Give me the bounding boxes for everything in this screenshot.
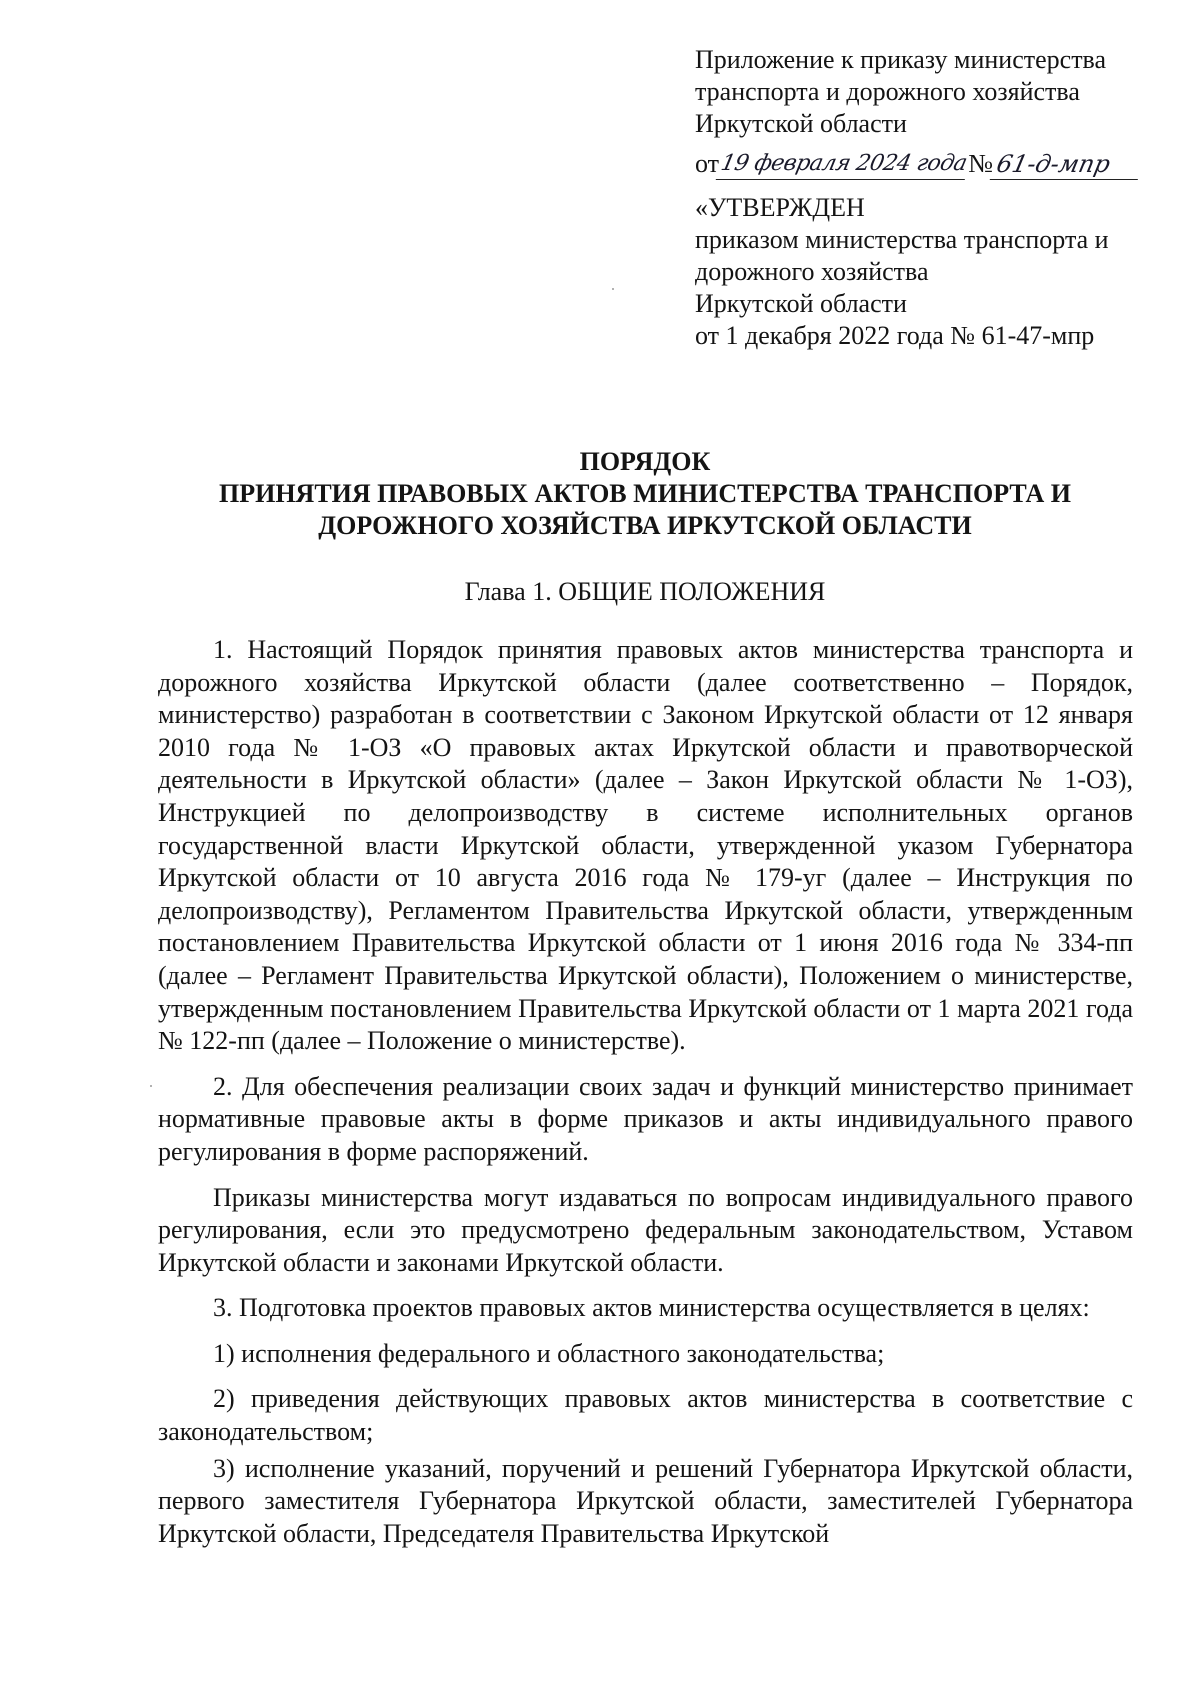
paragraph-6: 2) приведения действующих правовых актов министерства в соответствие с законодательством; bbox=[158, 1384, 1133, 1447]
appendix-line-2: транспорта и дорожного хозяйства bbox=[695, 77, 1080, 106]
chapter-heading: Глава 1. ОБЩИЕ ПОЛОЖЕНИЯ bbox=[464, 577, 826, 606]
approved-line-3: Иркутской области bbox=[695, 289, 907, 318]
document-title bbox=[150, 446, 1140, 542]
approval-block bbox=[695, 44, 1165, 352]
title-line-2: ПРИНЯТИЯ ПРАВОВЫХ АКТОВ МИНИСТЕРСТВА ТРАНСПОРТА И bbox=[219, 479, 1071, 508]
approved-line-2: дорожного хозяйства bbox=[695, 257, 929, 286]
approved-line-1: приказом министерства транспорта и bbox=[695, 225, 1109, 254]
scan-speck bbox=[150, 1085, 152, 1087]
date-prefix: от bbox=[695, 149, 720, 178]
order-date-number-line bbox=[695, 140, 1165, 180]
paragraph-7: 3) исполнение указаний, поручений и решений Губернатора Иркутской области, первого заместителя Губернатора Иркутской области, заместителей Губернатора Иркутской области, Председателя Правительства Иркутской bbox=[158, 1453, 1133, 1548]
scan-speck bbox=[612, 288, 614, 290]
paragraph-5: 1) исполнения федерального и областного законодательства; bbox=[213, 1338, 885, 1368]
appendix-line-3: Иркутской области bbox=[695, 109, 907, 138]
paragraph-1: 1. Настоящий Порядок принятия правовых актов министерства транспорта и дорожного хозяйства Иркутской области (далее соответственно – Порядок, министерство) разработан в соответствии с Законом Иркутской области от 12 января 2010 года № 1-ОЗ «О правовых актах Иркутской области и правотворческой деятельности в Иркутской области» (далее – Закон Иркутской области № 1-ОЗ), Инструкцией по делопроизводству в системе исполнительных органов государственной власти Иркутской области, утвержденной указом Губернатора Иркутской области от 10 августа 2016 года № 179-уг (далее – Инструкция по делопроизводству), Регламентом Правительства Иркутской области, утвержденным постановлением Правительства Иркутской области от 1 июня 2016 года № 334-пп (далее – Регламент Правительства Иркутской области), Положением о министерстве, утвержденным постановлением Правительства Иркутской области от 1 марта 2021 года № 122-пп (далее – Положение о министерстве). bbox=[158, 635, 1133, 1056]
approved-line-4: от 1 декабря 2022 года № 61-47-мпр bbox=[695, 321, 1095, 350]
approved-label: «УТВЕРЖДЕН bbox=[695, 193, 865, 222]
number-prefix: № bbox=[968, 149, 994, 178]
paragraph-3: Приказы министерства могут издаваться по вопросам индивидуального правого регулирования, если это предусмотрено федеральным законодательством, Уставом Иркутской области и законами Иркутской области. bbox=[158, 1182, 1133, 1277]
appendix-line-1: Приложение к приказу министерства bbox=[695, 45, 1107, 74]
title-line-1: ПОРЯДОК bbox=[579, 447, 711, 476]
handwritten-number: 61-д-мпр bbox=[990, 149, 1145, 180]
paragraph-4: 3. Подготовка проектов правовых актов министерства осуществляется в целях: bbox=[213, 1293, 1090, 1323]
body-text bbox=[158, 634, 1133, 1563]
title-line-3: ДОРОЖНОГО ХОЗЯЙСТВА ИРКУТСКОЙ ОБЛАСТИ bbox=[318, 511, 972, 540]
handwritten-date: 19 февраля 2024 года bbox=[716, 149, 972, 180]
paragraph-2: 2. Для обеспечения реализации своих задач и функций министерство принимает нормативные правовые акты в форме приказов и акты индивидуального правого регулирования в форме распоряжений. bbox=[158, 1071, 1133, 1166]
